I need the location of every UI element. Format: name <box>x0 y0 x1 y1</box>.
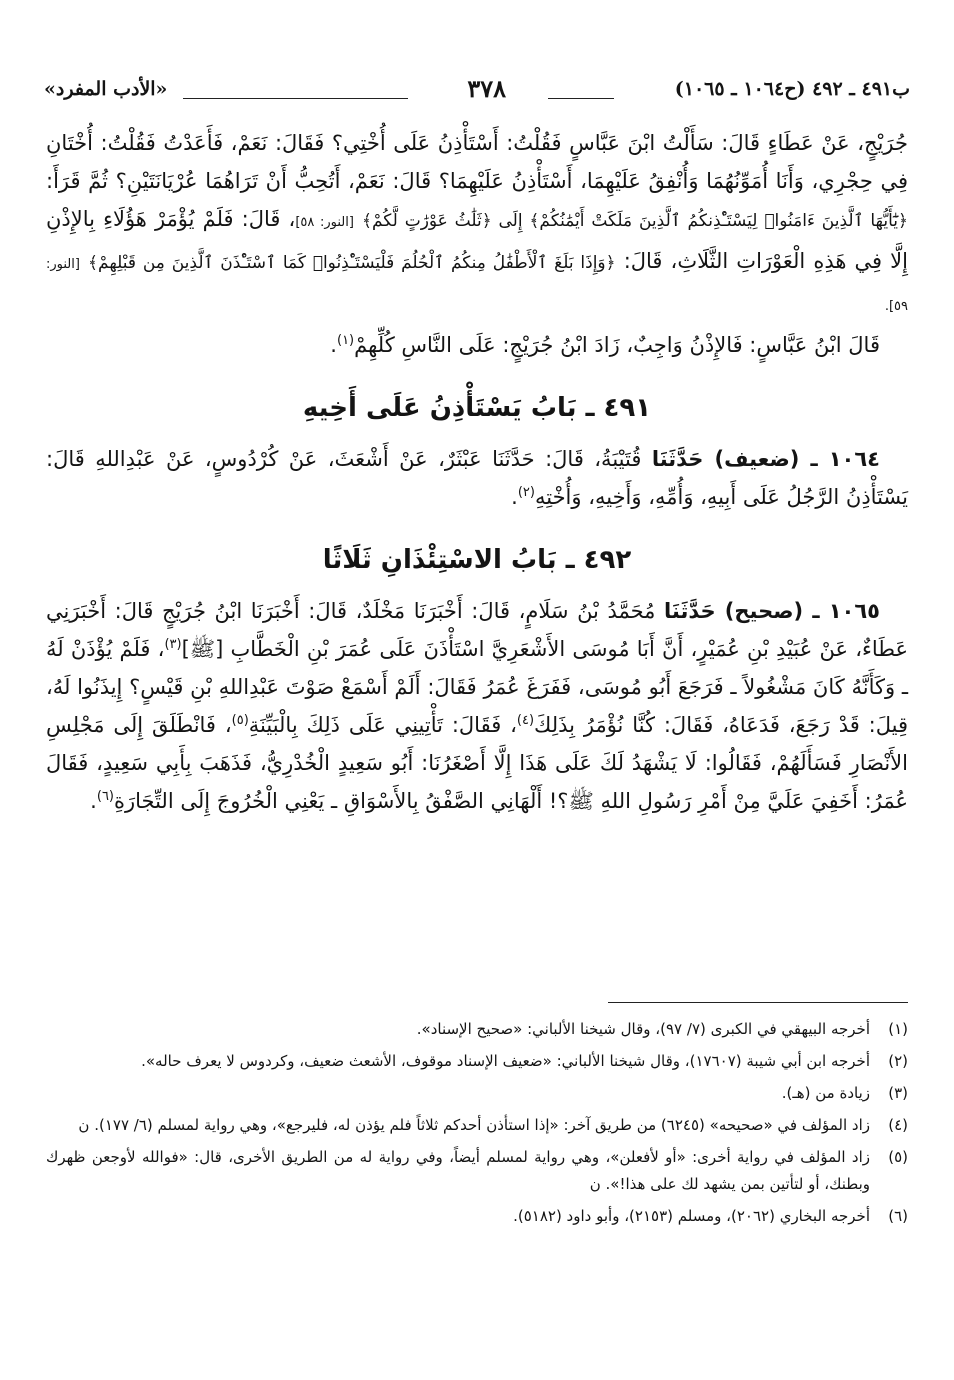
text-span: قَالَ ابْنُ عَبَّاسٍ: فَالإِذْنُ وَاجِبٌ، زَادَ ابْنُ جُرَيْجٍ: عَلَى النَّاسِ كُلِّهِمْ <box>354 333 880 357</box>
text-span: قُتَيْبَةُ، قَالَ: حَدَّثَنَا عَبْثَرٌ، عَنْ أَشْعَثَ، عَنْ كُرْدُوسٍ، عَنْ عَبْدِاللهِ قَالَ: يَسْتَأْذِنُ الرَّجُلُ عَلَى أَبِيهِ، وَأُمِّهِ، وَأَخِيهِ، وَأُخْتِهِ <box>46 447 908 509</box>
header-rule <box>183 98 408 99</box>
footnote-marker: (٦) <box>96 789 114 804</box>
header-rule <box>548 98 614 99</box>
footnote-marker: (٥) <box>231 713 249 728</box>
hadith-lead: ١٠٦٤ ـ (ضعيف) حَدَّثَنَا <box>651 447 880 471</box>
footnote-text: أخرجه البيهقي في الكبرى (٧/ ٩٧)، وقال شيخنا الألباني: «صحيح الإسناد». <box>416 1020 870 1038</box>
footnote-number: (٣) <box>888 1084 908 1102</box>
footnote <box>46 1203 908 1230</box>
footnote-number: (٦) <box>888 1207 908 1225</box>
text-span: ، فَقَالَ: تَأْتِينِي عَلَى ذَلِكَ بِالْبَيِّنَةِ <box>248 713 517 737</box>
footnote-marker: (٤) <box>516 713 535 728</box>
footnote-text: زيادة من (هـ). <box>781 1084 870 1102</box>
quran-quote: ﴿وَإِذَا بَلَغَ ٱلْأَطْفَٰلُ مِنكُمُ ٱلْحُلُمَ فَلْيَسْتَـْٔذِنُوا۟ كَمَا ٱسْتَـْٔذَنَ ٱلَّذِينَ مِن قَبْلِهِمْ﴾ <box>88 253 616 273</box>
main-text <box>46 124 908 820</box>
quran-reference: [النور: ٥٩]. <box>46 257 908 314</box>
text-span: ، فَلَمْ يُؤْذَنْ لَهُ ـ وَكَأَنَّهُ كَانَ مَشْغُولاً ـ فَرَجَعَ أَبُو مُوسَى، فَفَرَغَ عُمَرُ فَقَالَ: أَلَمْ أَسْمَعْ صَوْتَ عَبْدِاللهِ بْنِ قَيْسٍ؟ إِيذَنُوا لَهُ، قِيلَ: قَدْ رَجَعَ، فَدَعَاهُ، فَقَالَ: كُنَّا نُؤْمَرُ بِذَلِكَ <box>46 637 908 737</box>
quran-reference: [النور: ٥٨] <box>295 215 354 230</box>
quran-quote: ﴿يَٰٓأَيُّهَا ٱلَّذِينَ ءَامَنُوا۟ لِيَسْتَـْٔذِنكُمُ ٱلَّذِينَ مَلَكَتْ أَيْمَٰنُكُمْ﴾ إِلَى ﴿ثَلَٰثُ عَوْرَٰتٍ لَّكُمْ﴾ <box>362 211 908 231</box>
footnote <box>46 1080 908 1107</box>
footnote-number: (٢) <box>888 1052 908 1070</box>
footnote-marker: (٣) <box>164 637 182 652</box>
paragraph <box>46 326 908 364</box>
footnote-number: (٥) <box>888 1148 908 1166</box>
text-span: ، قَالَ: فَلَمْ يُؤْمَرْ هَؤُلَاءِ بِالإِذْنِ إِلَّا فِي هَذِهِ الْعَوْرَاتِ الثَّلَاثِ، قَالَ: <box>46 207 908 273</box>
footnote-text: أخرجه البخاري (٢٠٦٢)، ومسلم (٢١٥٣)، وأبو داود (٥١٨٢). <box>513 1207 870 1225</box>
footnote <box>46 1016 908 1043</box>
text-span: ، فَانْطَلَقَ إِلَى مَجْلِسِ الأَنْصَارِ فَسَأَلَهُمْ، فَقَالُوا: لَا يَشْهَدُ لَكَ عَلَى هَذَا إِلَّا أَصْغَرُنَا: أَبُو سَعِيدٍ الْخُدْرِيُّ، فَذَهَبَ بِأَبِي سَعِيدٍ، فَقَالَ عُمَرُ: أَخَفِيَ عَلَيَّ مِنْ أَمْرِ رَسُولِ اللهِ ﷺ؟! أَلْهَانِي الصَّفْقُ بِالأَسْوَاقِ ـ يَعْنِي الْخُرُوجَ إِلَى التِّجَارَةِ <box>46 713 908 813</box>
footnote-number: (١) <box>888 1020 908 1038</box>
footnote-divider <box>608 1002 908 1003</box>
text-span: جُرَيْجٍ، عَنْ عَطَاءٍ قَالَ: سَأَلْتُ ابْنَ عَبَّاسٍ فَقُلْتُ: أَسْتَأْذِنُ عَلَى أُخْتِي؟ فَقَالَ: نَعَمْ، فَأَعَدْتُ فَقُلْتُ: أُخْتَانِ فِي حِجْرِي، وَأَنَا أُمَوِّنُهُمَا وَأُنْفِقُ عَلَيْهِمَا، أَسْتَأْذِنُ عَلَيْهِمَا؟ قَالَ: نَعَمْ، أَتُحِبُّ أَنْ تَرَاهُمَا عُرْيَانَتَيْنِ؟ ثُمَّ قَرَأَ: <box>46 131 908 193</box>
header-hadith-range: ب٤٩١ ـ ٤٩٢ (ح١٠٦٤ ـ ١٠٦٥) <box>674 78 910 100</box>
page-header <box>44 74 910 110</box>
header-book-title: «الأدب المفرد» <box>44 78 168 100</box>
chapter-heading: ٤٩١ ـ بَابُ يَسْتَأْذِنُ عَلَى أَخِيهِ <box>302 393 652 423</box>
chapter-heading: ٤٩٢ ـ بَابُ الاسْتِئْذَانِ ثَلَاثًا <box>322 545 632 575</box>
footnote-text: زاد المؤلف في «صحيحه» (٦٢٤٥) من طريق آخر: «إذا استأذن أحدكم ثلاثاً فلم يؤذن له، فليرجع»، وهي رواية لمسلم (٦/ ١٧٧). ن <box>78 1116 870 1134</box>
text-span: . <box>90 789 97 813</box>
footnote <box>46 1112 908 1139</box>
paragraph-continuation <box>46 124 908 326</box>
hadith-paragraph <box>46 592 908 820</box>
text-span: مُحَمَّدُ بْنُ سَلَامٍ، قَالَ: أَخْبَرَنَا مَخْلَدٌ، قَالَ: أَخْبَرَنَا ابْنُ جُرَيْجٍ قَالَ: أَخْبَرَنِي عَطَاءٌ، عَنْ عُبَيْدِ بْنِ عُمَيْرٍ، أَنَّ أَبَا مُوسَى الأَشْعَرِيَّ اسْتَأْذَنَ عَلَى عُمَرَ بْنِ الْخَطَّابِ [ﷺ] <box>46 599 908 661</box>
footnote-marker: (٢) <box>517 485 535 500</box>
text-span: . <box>511 485 518 509</box>
page-number: ٣٧٨ <box>467 74 506 103</box>
footnote-text: زاد المؤلف في رواية أخرى: «أو لأفعلن»، وهي رواية لمسلم أيضاً، وفي رواية له من الطريق الأخرى، قال: «فوالله لأوجعن ظهرك وبطنك، أو لتأتين بمن يشهد لك على هذا!». ن <box>46 1148 870 1193</box>
footnote-marker: (١) <box>336 333 355 348</box>
text-span: . <box>330 333 337 357</box>
hadith-lead: ١٠٦٥ ـ (صحيح) حَدَّثَنَا <box>664 599 880 623</box>
footnote <box>46 1048 908 1075</box>
footnotes <box>46 1016 908 1235</box>
footnote <box>46 1144 908 1198</box>
footnote-number: (٤) <box>888 1116 908 1134</box>
hadith-paragraph <box>46 440 908 516</box>
footnote-text: أخرجه ابن أبي شيبة (١٧٦٠٧)، وقال شيخنا الألباني: «ضعيف الإسناد موقوف، الأشعث ضعيف، وكردوس لا يعرف حاله». <box>141 1052 870 1070</box>
